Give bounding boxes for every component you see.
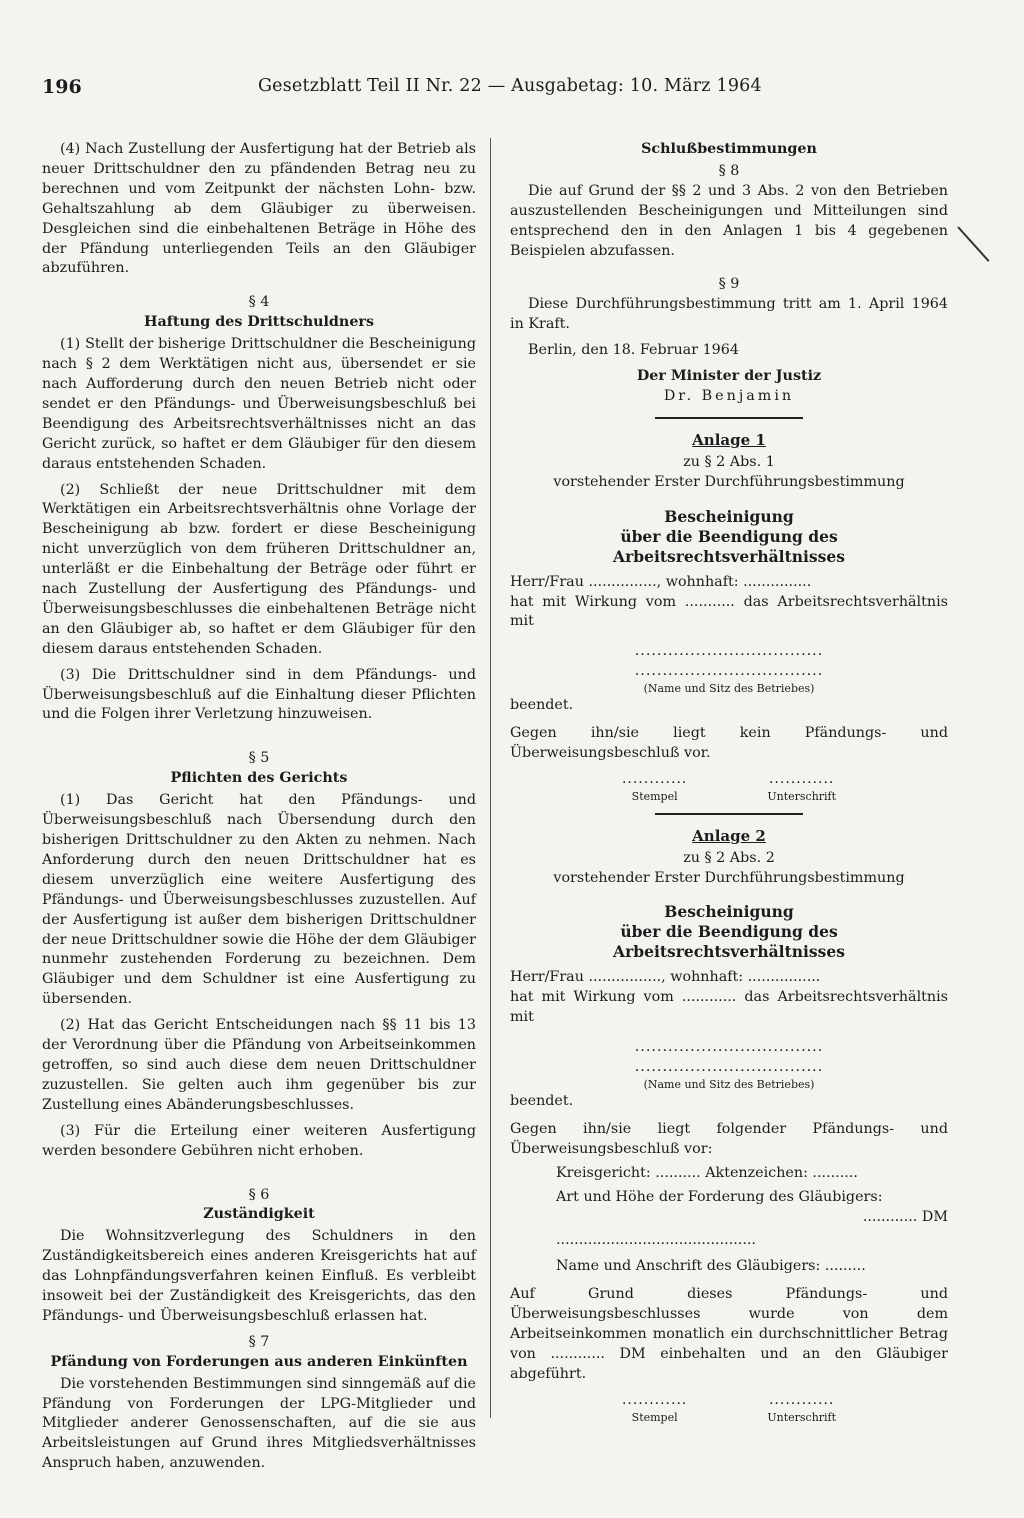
section-title: Pflichten des Gerichts xyxy=(170,770,348,787)
left-column xyxy=(42,140,476,1480)
paragraph: (4) Nach Zustellung der Ausfertigung hat der Betrieb als neuer Drittschuldner den zu pfändenden Betrag neu zu berechnen und vom Zeitpunkt der nächsten Lohn- bzw. Gehaltszahlung ab dem Gläubiger zu überweisen. Desgleichen sind die einbehaltenen Beträge in Höhe des der Pfändung unterliegenden Teils an den Gläubiger abzuführen. xyxy=(42,141,476,277)
stamp-label: Stempel xyxy=(631,1410,678,1424)
section-number: § 4 xyxy=(248,294,270,311)
section-number: § 6 xyxy=(248,1186,270,1203)
anlage-title: Anlage 2 xyxy=(692,826,766,845)
section-number: § 9 xyxy=(718,276,740,293)
paragraph: (3) Für die Erteilung einer weiteren Ausfertigung werden besondere Gebühren nicht erhoben. xyxy=(42,1122,476,1159)
form-line: ............ DM xyxy=(862,1208,948,1225)
section-title: Zuständigkeit xyxy=(203,1206,315,1223)
page-header xyxy=(42,76,964,106)
form-title: Bescheinigung über die Beendigung des Arbeitsrechtsverhältnisses xyxy=(613,902,845,962)
section-number: § 7 xyxy=(248,1333,270,1350)
form-line: hat mit Wirkung vom ............ das Arbeitsrechtsverhältnis mit xyxy=(510,989,948,1026)
form-line: beendet. xyxy=(510,1093,574,1109)
form-statement: Gegen ihn/sie liegt folgender Pfändungs- und Überweisungsbeschluß vor: xyxy=(510,1120,948,1157)
section-title: Pfändung von Forderungen aus anderen Einkünften xyxy=(50,1353,468,1370)
section-number: § 5 xyxy=(248,750,270,767)
fill-dots: .................................. xyxy=(634,663,824,680)
date-line: Berlin, den 18. Februar 1964 xyxy=(528,342,739,359)
fill-dots: .................................. xyxy=(634,1039,824,1056)
form-line: Kreisgericht: .......... Aktenzeichen: .......... xyxy=(556,1164,858,1181)
anlage-ref: zu § 2 Abs. 2 xyxy=(683,849,775,866)
form-statement: Gegen ihn/sie liegt kein Pfändungs- und Überweisungsbeschluß vor. xyxy=(510,725,948,761)
form-line: Art und Höhe der Forderung des Gläubigers: xyxy=(556,1188,883,1205)
form-line: Name und Anschrift des Gläubigers: ......... xyxy=(556,1258,866,1275)
paragraph: (1) Das Gericht hat den Pfändungs- und Überweisungsbeschluß nach Übersendung durch den bisherigen Drittschuldner zu den Akten zu nehmen. Nach Anforderung durch den neuen Drittschuldner hat es diesem unverzüglich eine weitere Ausfertigung des Pfändungs- und Überweisungsbeschlusses zuzustellen. Auf der Ausfertigung ist außer dem bisherigen Drittschuldner der neue Drittschuldner sowie die Höhe der dem Gläubiger nunmehr zustehenden Forderung zu bezeichnen. Dem Gläubiger und dem Schuldner ist eine Ausfertigung zu übersenden. xyxy=(42,792,476,1008)
form-statement: Auf Grund dieses Pfändungs- und Überweisungsbeschlusses wurde von dem Arbeitseinkommen monatlich ein durchschnittlicher Betrag von ............ DM einbehalten und an den Gläubiger abgeführt. xyxy=(510,1286,948,1382)
paragraph: (2) Hat das Gericht Entscheidungen nach §§ 11 bis 13 der Verordnung über die Pfändung von Arbeitseinkommen getroffen, so sind auch diese dem neuen Drittschuldner zuzustellen. Sie gelten auch ihm gegenüber bis zur Zustellung eines Abänderungsbeschlusses. xyxy=(42,1017,476,1113)
company-label: (Name und Sitz des Betriebes) xyxy=(643,1078,815,1091)
stamp-label: Stempel xyxy=(631,789,678,803)
section-title: Haftung des Drittschuldners xyxy=(143,314,375,331)
column-divider xyxy=(490,138,491,1418)
paragraph: Die auf Grund der §§ 2 und 3 Abs. 2 von den Betrieben auszustellenden Bescheinigungen und Mitteilungen sind entsprechend den in den Anlagen 1 bis 4 gegebenen Beispielen abzufassen. xyxy=(510,182,948,259)
minister-name: Dr. Benjamin xyxy=(663,387,795,404)
anlage-1 xyxy=(510,431,948,803)
fill-dots: ............................................ xyxy=(556,1232,756,1249)
section-number: § 8 xyxy=(718,162,740,179)
fill-dots: .................................. xyxy=(634,643,824,660)
anlage-ref: zu § 2 Abs. 1 xyxy=(683,453,775,470)
anlage-ref: vorstehender Erster Durchführungsbestimmung xyxy=(553,473,905,490)
paragraph: Die vorstehenden Bestimmungen sind sinngemäß auf die Pfändung von Forderungen der LPG-Mitglieder und Mitglieder anderer Genossenschaften, auf die sie aus Arbeitsleistungen auf Grund ihres Mitgliedsverhältnisses Anspruch haben, anzuwenden. xyxy=(42,1375,476,1472)
paragraph: Diese Durchführungsbestimmung tritt am 1. April 1964 in Kraft. xyxy=(510,296,948,333)
signature-label: Unterschrift xyxy=(767,1410,837,1424)
paragraph: Die Wohnsitzverlegung des Schuldners in den Zuständigkeitsbereich eines anderen Kreisgerichts hat auf das Lohnpfändungsverfahren keinen Einfluß. Es verbleibt insoweit bei der Zuständigkeit des Kreisgerichts, das den Pfändungs- und Überweisungsbeschluß erlassen hat. xyxy=(42,1228,476,1324)
margin-mark xyxy=(957,226,989,262)
paragraph: (2) Schließt der neue Drittschuldner mit dem Werktätigen ein Arbeitsrechtsverhältnis ohne Vorlage der Bescheinigung ab bzw. fordert er diese Bescheinigung nicht unverzüglich von dem früheren Drittschuldner an, unterläßt er die Einbehaltung der Beträge oder führt er nach Zustellung der Ausfertigung des Pfändungs- und Überweisungsbeschlusses die einbehaltenen Beträge nicht an den Gläubiger ab, so haftet er dem Gläubiger für den diesem daraus entstehenden Schaden. xyxy=(42,481,476,657)
right-column xyxy=(510,140,948,1424)
form-title: Bescheinigung über die Beendigung des Arbeitsrechtsverhältnisses xyxy=(613,506,845,566)
paragraph: (1) Stellt der bisherige Drittschuldner die Bescheinigung nach § 2 dem Werktätigen nicht aus, übersendet er sie nach Aufforderung durch den neuen Betrieb nicht oder sendet er den Pfändungs- und Überweisungsbeschluß bei Beendigung des Arbeitsrechtsverhältnisses nicht an das Gericht zurück, so haftet er dem Gläubiger für den diesem daraus entstehenden Schaden. xyxy=(42,336,476,472)
form-line: beendet. xyxy=(510,697,574,714)
signature-block: ............ Stempel ............ Unterschrift xyxy=(621,770,837,803)
divider xyxy=(655,813,803,815)
signature-label: Unterschrift xyxy=(767,789,837,803)
form-line: Herr/Frau ..............., wohnhaft: ............... xyxy=(510,573,812,590)
divider xyxy=(655,417,803,419)
anlage-2 xyxy=(510,827,948,1424)
form-line: hat mit Wirkung vom ........... das Arbeitsrechtsverhältnis mit xyxy=(510,593,948,630)
signature-block: ............ Stempel ............ Unterschrift xyxy=(621,1391,837,1424)
minister-title: Der Minister der Justiz xyxy=(636,368,822,385)
company-label: (Name und Sitz des Betriebes) xyxy=(643,682,815,696)
form-line: Herr/Frau ................, wohnhaft: ................ xyxy=(510,969,821,986)
running-head: Gesetzblatt Teil II Nr. 22 — Ausgabetag: 10. März 1964 xyxy=(258,76,762,96)
page-number: 196 xyxy=(42,76,82,98)
paragraph: (3) Die Drittschuldner sind in dem Pfändungs- und Überweisungsbeschluß auf die Einhaltung dieser Pflichten und die Folgen ihrer Verletzung hinzuweisen. xyxy=(42,666,476,723)
anlage-ref: vorstehender Erster Durchführungsbestimmung xyxy=(553,869,905,886)
anlage-title: Anlage 1 xyxy=(692,430,766,449)
section-title: Schlußbestimmungen xyxy=(641,141,817,157)
fill-dots: .................................. xyxy=(634,1059,824,1076)
